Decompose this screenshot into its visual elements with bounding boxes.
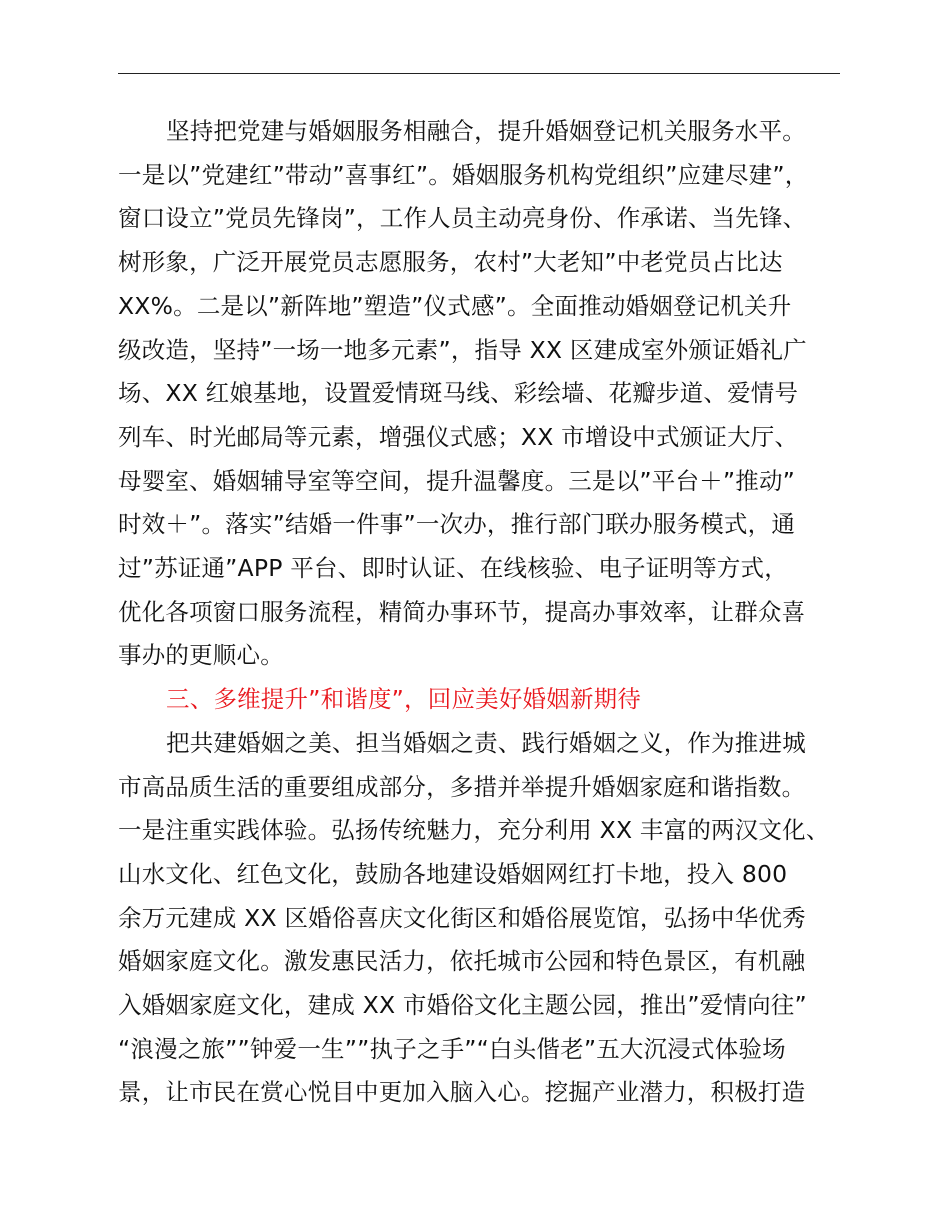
paragraph-party-building [118,110,843,678]
section-heading [118,678,843,722]
text-line: 母婴室、婚姻辅导室等空间，提升温馨度。三是以”平台＋”推动” [118,466,796,495]
section-heading-text: 三、多维提升”和谐度”，回应美好婚姻新期待 [166,685,642,714]
text-line: 坚持把党建与婚姻服务相融合，提升婚姻登记机关服务水平。 [166,117,806,145]
text-line: 山水文化、红色文化，鼓励各地建设婚姻网红打卡地，投入 800 [118,859,788,888]
text-line: “浪漫之旅””钟爱一生””执子之手”“白头偕老”五大沉浸式体验场 [118,1034,786,1063]
text-line: 级改造，坚持”一场一地多元素”，指导 XX 区建成室外颁证婚礼广 [118,335,807,364]
text-line: 优化各项窗口服务流程，精简办事环节，提高办事效率，让群众喜 [118,597,806,626]
text-line: 市高品质生活的重要组成部分，多措并举提升婚姻家庭和谐指数。 [118,772,806,801]
text-line: 树形象，广泛开展党员志愿服务，农村”大老知”中老党员占比达 [118,248,783,277]
text-line: 余万元建成 XX 区婚俗喜庆文化街区和婚俗展览馆，弘扬中华优秀 [118,903,806,932]
text-line: XX%。二是以”新阵地”塑造”仪式感”。全面推动婚姻登记机关升 [118,291,792,320]
text-line: 婚姻家庭文化。激发惠民活力，依托城市公园和特色景区，有机融 [118,947,806,976]
text-line: 窗口设立”党员先锋岗”，工作人员主动亮身份、作承诺、当先锋、 [118,204,807,233]
text-line: 场、XX 红娘基地，设置爱情斑马线、彩绘墙、花瓣步道、爱情号 [118,379,799,408]
document-body [118,110,843,1115]
text-line: 把共建婚姻之美、担当婚姻之责、践行婚姻之义，作为推进城 [166,728,806,757]
text-line: 列车、时光邮局等元素，增强仪式感；XX 市增设中式颁证大厅、 [118,422,799,451]
text-line: 景，让市民在赏心悦目中更加入脑入心。挖掘产业潜力，积极打造 [118,1078,806,1107]
text-line: 时效＋”。落实”结婚一件事”一次办，推行部门联办服务模式，通 [118,510,796,539]
text-line: 一是以”党建红”带动”喜事红”。婚姻服务机构党组织”应建尽建”， [118,160,809,189]
text-line: 一是注重实践体验。弘扬传统魅力，充分利用 XX 丰富的两汉文化、 [118,816,830,845]
paragraph-harmony [118,722,843,1115]
text-line: 事办的更顺心。 [118,641,284,670]
text-line: 过”苏证通”APP 平台、即时认证、在线核验、电子证明等方式， [118,554,788,583]
text-line: 入婚姻家庭文化，建成 XX 市婚俗文化主题公园，推出”爱情向往” [118,991,807,1020]
header-rule [118,73,840,74]
